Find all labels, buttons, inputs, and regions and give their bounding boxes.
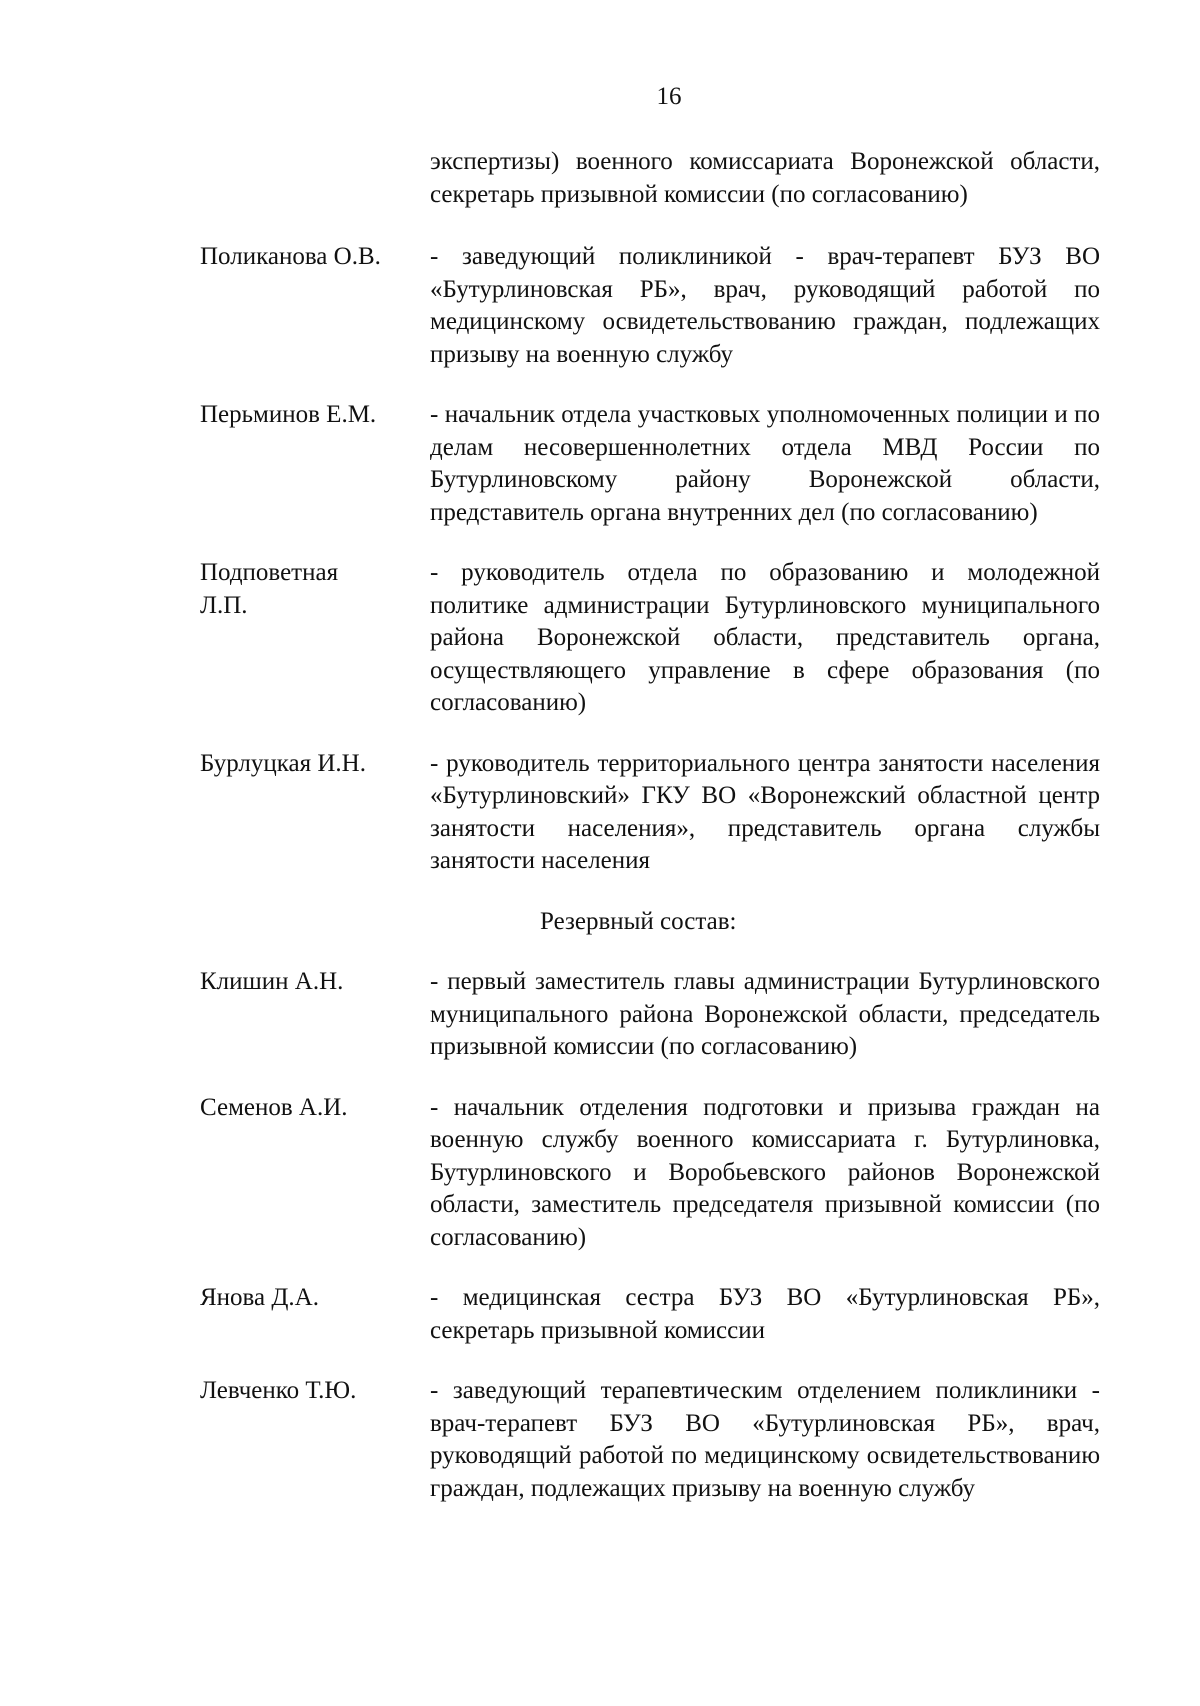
member-name: Поликанова О.В.	[200, 243, 381, 270]
member-name: Клишин А.Н.	[200, 968, 344, 995]
reserve-heading: Резервный состав:	[540, 907, 737, 935]
member-name: Семенов А.И.	[200, 1093, 348, 1121]
member-description: - первый заместитель главы администрации Бутурлиновского муниципального района Воронежской области, председатель призывной комиссии (по согласованию)	[430, 968, 1100, 1060]
member-entry	[200, 748, 1100, 878]
member-entry	[200, 557, 1100, 720]
reserve-member-entry	[200, 1375, 1100, 1505]
member-description: - заведующий поликлиникой - врач-терапевт БУЗ ВО «Бутурлиновская РБ», врач, руководящий работой по медицинскому освидетельствованию граждан, подлежащих призыву на военную службу	[430, 243, 1100, 368]
member-entry	[200, 241, 1100, 371]
member-name: Перьминов Е.М.	[200, 401, 377, 428]
member-description: - начальник отдела участковых уполномоченных полиции и по делам несовершеннолетних отдела МВД России по Бутурлиновскому району Воронежской области, представитель органа внутренних дел (по согласованию)	[430, 401, 1100, 526]
member-name: Бурлуцкая И.Н.	[200, 749, 366, 777]
continuation-text: экспертизы) военного комиссариата Воронежской области, секретарь призывной комиссии (по согласованию)	[430, 148, 1100, 208]
member-description: - медицинская сестра БУЗ ВО «Бутурлиновская РБ», секретарь призывной комиссии	[430, 1284, 1100, 1344]
continuation-entry	[200, 146, 1100, 211]
member-description: - начальник отделения подготовки и призыва граждан на военную службу военного комиссариата г. Бутурлиновка, Бутурлиновского и Воробьевского районов Воронежской области, заместитель председателя призывной комиссии (по согласованию)	[430, 1093, 1100, 1251]
member-name: Левченко Т.Ю.	[200, 1377, 357, 1404]
page-number: 16	[656, 83, 682, 110]
member-description: - руководитель отдела по образованию и молодежной политике администрации Бутурлиновского муниципального района Воронежской области, представитель органа, осуществляющего управление в сфере образования (по согласованию)	[430, 559, 1100, 716]
member-name: Подповетная Л.П.	[200, 559, 339, 619]
reserve-member-entry	[200, 1092, 1100, 1255]
commission-list	[200, 146, 1100, 1533]
member-description: - руководитель территориального центра занятости населения «Бутурлиновский» ГКУ ВО «Воронежский областной центр занятости населения», представитель органа службы занятости населения	[430, 749, 1100, 874]
reserve-member-entry	[200, 1282, 1100, 1347]
reserve-member-entry	[200, 966, 1100, 1064]
member-entry	[200, 399, 1100, 529]
member-name: Янова Д.А.	[200, 1284, 319, 1311]
member-description: - заведующий терапевтическим отделением поликлиники - врач-терапевт БУЗ ВО «Бутурлиновская РБ», врач, руководящий работой по медицинскому освидетельствованию граждан, подлежащих призыву на военную службу	[430, 1377, 1100, 1502]
